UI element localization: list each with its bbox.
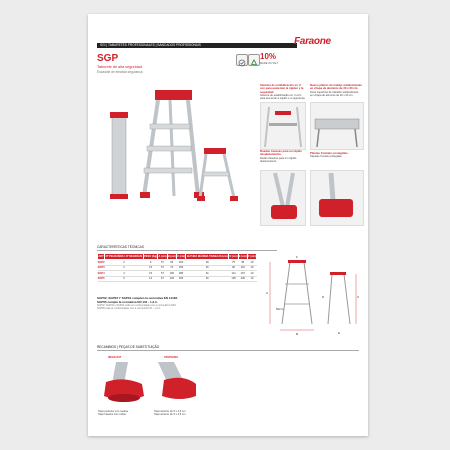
spec-cell: 19 xyxy=(247,260,256,266)
spec-cell: 96 xyxy=(167,260,176,266)
replacement-title: RECAMBIOS | PEÇAS DE SUBSTITUIÇÃO xyxy=(97,345,359,351)
spec-cell: 205 xyxy=(238,276,247,282)
feature-caption-1: Sistema de estabilización en U con para aumentar la rigidez y la seguridad. Sistema de estabilização em U com para aumentar a rigidez e a segurança. xyxy=(260,83,306,101)
section-header-bar: SGI | TABURETES PROFESIONALES | BANCADOS PROFISSIONAIS xyxy=(97,43,297,48)
spec-row xyxy=(98,276,257,282)
detail-image-platform xyxy=(310,102,364,150)
dim-letter-f: F xyxy=(296,255,298,259)
spec-cell: 106 xyxy=(167,271,176,277)
specs-title: CARACTERÍSTICAS TÉCNICAS xyxy=(97,245,277,251)
spec-cell: 200 xyxy=(176,260,185,266)
spec-ref-cell: SGP2 xyxy=(97,260,105,264)
spec-cell: 95 xyxy=(238,260,247,266)
dim-letter-e: E xyxy=(338,331,341,335)
feature-caption-4: Plantas frontales protegidas. Sapatas frontais protegidas. xyxy=(310,151,349,159)
dimension-diagram xyxy=(260,254,360,336)
spec-cell: 57 xyxy=(158,260,167,266)
spec-ref-cell: SGP4 xyxy=(97,271,105,275)
spec-cell: 5 xyxy=(105,276,144,282)
spec-cell: 19 xyxy=(247,271,256,277)
percent-badge: 10% xyxy=(260,52,277,61)
spec-col-header: ART xyxy=(98,255,104,258)
dim-letter-b: B xyxy=(296,332,299,336)
spec-col-header: ALTURA MÁXIMA TRABAJO (cm) xyxy=(186,255,228,258)
spec-col-header: B (cm) xyxy=(167,255,176,258)
spec-cell: 90 xyxy=(186,260,229,266)
catalog-page xyxy=(88,14,368,436)
spec-cell: 4 xyxy=(105,271,144,277)
feature-caption-3: Ruedas traseras para un rápido desplazamiento. Rodas traseiras para um rápido deslocamento. xyxy=(260,149,302,163)
product-model: SGP xyxy=(97,53,119,64)
replacement-image-front-cap xyxy=(154,362,202,406)
spec-cell: 15 xyxy=(143,271,158,277)
spec-col-header: E (cm) xyxy=(238,255,247,258)
spec-cell: 167 xyxy=(238,271,247,277)
spec-cell: 135 xyxy=(229,276,238,282)
spec-col-header: Nº PELDAÑOS / Nº DEGRAUS xyxy=(105,255,143,258)
spec-cell: 14 xyxy=(143,276,158,282)
spec-cell: 57 xyxy=(158,271,167,277)
replacement-caption-2: Tapa anterior de 5 x 2,5 cm Tapa anterior de 5 x 2,5 cm xyxy=(154,410,186,417)
spec-cell: 91 xyxy=(186,265,229,271)
spec-cell: 300 xyxy=(176,276,185,282)
spec-cell: 19 xyxy=(247,265,256,271)
spec-ref-cell: SGP3 xyxy=(97,266,105,270)
dim-letter-c: C xyxy=(357,295,360,299)
spec-cell: 280 xyxy=(176,271,185,277)
replacement-code-1: 3RGS-007 xyxy=(108,355,122,359)
product-subtitle-es: Taburete de alta seguridad xyxy=(97,65,142,69)
spec-cell: 70 xyxy=(167,265,176,271)
spec-col-header: F (cm) xyxy=(248,255,256,258)
replacement-code-2: 3TAPG006 xyxy=(164,355,178,359)
brand-logo: Faraone xyxy=(294,36,331,47)
compliance-notes: SGP02, SGP03 Y SGP04 cumplen la normativa EN 14183. SGP05 cumple la normativa EN 131 - 1,2,3. SGP02, SGP03 e SGP04 estão em conformidade com a norma EN 14183. SGP05 está em conformidade com a norma EN 131 - 1,2,3. xyxy=(97,296,178,310)
spec-cell: 75 xyxy=(229,260,238,266)
spec-cell: 57 xyxy=(158,276,167,282)
spec-cell: 139 xyxy=(167,276,176,282)
certification-icon xyxy=(236,54,248,66)
specs-table xyxy=(97,253,257,282)
spec-cell: 114 xyxy=(229,271,238,277)
spec-cell: 3 xyxy=(105,265,144,271)
spec-col-header: C (cm) xyxy=(177,255,186,258)
made-in-label: MADE IN ITALY xyxy=(260,62,279,65)
replacement-caption-1: Tapa posterior con ruedas Tapa traseira com rodas xyxy=(98,410,128,417)
dim-label-60cm: 60cm xyxy=(276,307,284,311)
spec-cell: 15 xyxy=(143,265,158,271)
spec-cell: 9 xyxy=(143,260,158,266)
dim-letter-a: A xyxy=(266,291,269,295)
feature-caption-2: Nuevo platino de trabajo antideslizante en chapa de aluminio de 30 x 60 cm. Nova superfície de trabalho antideslizante em chapa de alumínio de 30 x 60 cm. xyxy=(310,83,362,97)
replacement-image-rear-cap xyxy=(100,362,148,406)
spec-col-header: PESO (Kg) xyxy=(144,255,158,258)
detail-image-stabilizer xyxy=(260,102,306,150)
detail-image-wheels xyxy=(260,170,306,226)
product-subtitle-pt: Escadote de elevada segurança xyxy=(97,70,143,74)
spec-cell: 91 xyxy=(186,276,229,282)
spec-cell: 119 xyxy=(238,265,247,271)
spec-cell: 19 xyxy=(247,276,256,282)
spec-col-header: D (cm) xyxy=(229,255,238,258)
dim-letter-d: D xyxy=(322,295,325,299)
spec-ref-cell: SGP5 xyxy=(97,277,105,281)
spec-cell: 91 xyxy=(186,271,229,277)
spec-col-header: A (cm) xyxy=(158,255,167,258)
spec-cell: 2 xyxy=(105,260,144,266)
recycle-icon xyxy=(248,54,260,66)
spec-cell: 57 xyxy=(158,265,167,271)
detail-image-feet xyxy=(310,170,364,226)
main-product-image xyxy=(100,76,250,206)
spec-cell: 250 xyxy=(176,265,185,271)
spec-cell: 96 xyxy=(229,265,238,271)
